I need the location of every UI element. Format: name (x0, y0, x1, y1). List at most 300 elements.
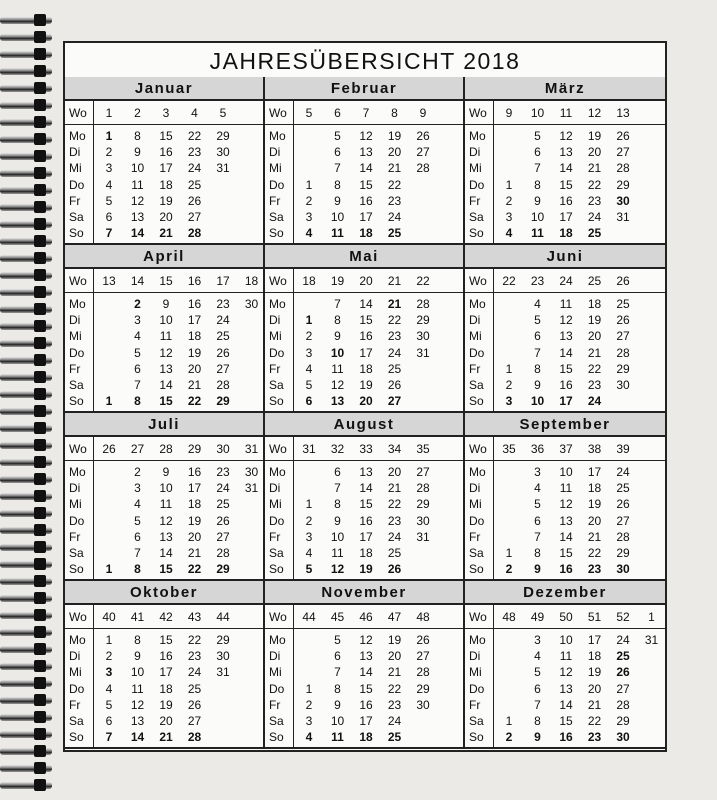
day-cell: 29 (416, 681, 430, 696)
day-cell: 25 (587, 226, 602, 241)
day-cell: 13 (130, 210, 145, 224)
spiral-ring (0, 643, 52, 655)
day-cell: 12 (159, 513, 173, 528)
day-cell: 7 (334, 297, 341, 311)
weekday-label: Sa (69, 546, 84, 560)
day-cell: 2 (305, 697, 313, 712)
day-cell: 4 (305, 546, 313, 560)
weekday-label: Fr (469, 697, 481, 712)
weekday-label: Mo (269, 129, 286, 143)
weekday-label: Sa (69, 210, 84, 224)
day-cell: 23 (587, 193, 602, 208)
day-cell: 15 (359, 177, 373, 192)
week-number: 38 (587, 442, 602, 456)
week-number: 48 (502, 610, 516, 624)
weekday-label: Fr (69, 529, 81, 544)
day-cell: 31 (616, 210, 630, 224)
column-divider (293, 293, 294, 411)
day-cell: 3 (305, 714, 313, 728)
day-cell: 8 (334, 497, 341, 512)
day-cell: 11 (559, 481, 573, 496)
weekday-label: Mo (269, 465, 286, 479)
day-cell: 3 (105, 665, 113, 680)
day-cell: 16 (187, 297, 202, 311)
day-cell: 29 (616, 177, 630, 192)
day-cell: 16 (559, 730, 573, 745)
weekday-label: Di (69, 145, 81, 160)
week-number-row (65, 605, 263, 629)
week-number-row (65, 101, 263, 125)
day-cell: 9 (534, 193, 541, 208)
day-cell: 25 (387, 730, 402, 745)
day-cell: 14 (359, 297, 373, 311)
week-number: 7 (362, 106, 370, 120)
weekday-label: Mi (69, 665, 82, 680)
day-cell: 20 (387, 649, 402, 664)
day-cell: 1 (105, 633, 113, 647)
day-cell: 20 (587, 145, 602, 160)
day-cell: 5 (305, 378, 313, 392)
day-cell: 3 (534, 465, 541, 479)
spiral-ring (0, 184, 52, 196)
day-cell: 2 (105, 649, 113, 664)
day-cell: 26 (416, 129, 430, 143)
day-cell: 8 (134, 562, 141, 577)
day-cell: 23 (387, 697, 402, 712)
column-divider (93, 125, 94, 243)
weekday-label: Sa (469, 378, 484, 392)
day-cell: 14 (359, 161, 373, 176)
day-cell: 7 (334, 161, 341, 176)
day-cell: 6 (305, 394, 313, 409)
day-cell: 8 (334, 681, 341, 696)
day-cell: 2 (505, 562, 513, 577)
column-divider (93, 437, 94, 460)
day-cell: 12 (559, 313, 573, 328)
day-cell: 31 (216, 665, 230, 680)
weekday-label: Sa (269, 714, 284, 728)
month-august (265, 413, 465, 581)
day-cell: 18 (559, 226, 573, 241)
week-label: Wo (269, 274, 287, 288)
week-number: 14 (130, 274, 145, 288)
day-cell: 27 (387, 394, 402, 409)
weekday-label: Do (69, 345, 85, 360)
weekday-label: Mi (469, 497, 482, 512)
day-cell: 24 (616, 465, 630, 479)
week-number: 22 (416, 274, 430, 288)
day-cell: 22 (187, 633, 202, 647)
week-number: 9 (505, 106, 513, 120)
day-cell: 3 (134, 481, 141, 496)
week-number: 28 (159, 442, 173, 456)
week-number: 3 (162, 106, 170, 120)
week-number: 26 (616, 274, 630, 288)
day-cell: 23 (216, 465, 230, 479)
day-cell: 6 (334, 145, 341, 160)
day-cell: 20 (187, 529, 202, 544)
week-number: 34 (387, 442, 402, 456)
weekday-label: Di (469, 145, 481, 160)
day-cell: 7 (134, 546, 141, 560)
week-label: Wo (469, 442, 487, 456)
day-cell: 3 (105, 161, 113, 176)
month-januar (65, 77, 265, 245)
day-cell: 25 (187, 681, 202, 696)
day-cell: 5 (534, 129, 541, 143)
spiral-ring (0, 626, 52, 638)
spiral-ring (0, 575, 52, 587)
day-cell: 26 (216, 345, 230, 360)
day-cell: 8 (334, 177, 341, 192)
day-cell: 26 (187, 697, 202, 712)
month-november (265, 581, 465, 749)
day-cell: 2 (305, 513, 313, 528)
day-cell: 25 (616, 297, 630, 311)
month-september (465, 413, 665, 581)
week-number: 29 (187, 442, 202, 456)
day-cell: 8 (334, 313, 341, 328)
week-number: 51 (587, 610, 602, 624)
weekday-label: So (69, 394, 84, 409)
day-cell: 30 (244, 465, 259, 479)
week-number: 8 (391, 106, 398, 120)
weekday-label: Sa (469, 210, 484, 224)
day-cell: 24 (187, 665, 202, 680)
day-cell: 16 (359, 193, 373, 208)
day-cell: 18 (359, 361, 373, 376)
day-cell: 23 (387, 513, 402, 528)
day-cell: 5 (134, 513, 141, 528)
day-cell: 18 (159, 681, 173, 696)
day-cell: 9 (134, 145, 141, 160)
day-cell: 7 (534, 697, 541, 712)
day-cell: 22 (587, 177, 602, 192)
day-cell: 19 (387, 129, 402, 143)
week-number: 36 (530, 442, 545, 456)
spiral-ring (0, 167, 52, 179)
day-cell: 13 (559, 513, 573, 528)
spiral-ring (0, 507, 52, 519)
day-cell: 16 (359, 329, 373, 344)
week-number: 13 (102, 274, 116, 288)
spiral-ring (0, 31, 52, 43)
spiral-ring (0, 609, 52, 621)
day-cell: 14 (359, 665, 373, 680)
month-title: November (265, 581, 463, 605)
week-number: 44 (216, 610, 230, 624)
week-number-row (65, 437, 263, 461)
month-title: August (265, 413, 463, 437)
day-cell: 4 (534, 481, 541, 496)
column-divider (293, 101, 294, 124)
spiral-ring (0, 405, 52, 417)
day-cell: 17 (187, 481, 202, 496)
day-cell: 1 (505, 177, 513, 192)
day-cell: 11 (331, 361, 344, 376)
weekday-label: Do (469, 513, 485, 528)
week-number: 2 (134, 106, 141, 120)
day-cell: 19 (587, 497, 602, 512)
day-cell: 11 (531, 226, 544, 241)
day-cell: 22 (587, 714, 602, 728)
weekday-label: Do (469, 681, 485, 696)
day-cell: 6 (105, 210, 113, 224)
week-number: 5 (219, 106, 227, 120)
day-cell: 9 (162, 465, 170, 479)
week-number: 1 (648, 610, 655, 624)
day-cell: 1 (305, 313, 313, 328)
day-cell: 26 (387, 378, 402, 392)
week-number: 31 (244, 442, 259, 456)
day-cell: 24 (387, 345, 402, 360)
spiral-ring (0, 303, 52, 315)
day-cell: 21 (187, 378, 202, 392)
day-cell: 27 (616, 329, 630, 344)
day-cell: 23 (216, 297, 230, 311)
day-cell: 6 (134, 361, 141, 376)
day-cell: 3 (134, 313, 141, 328)
week-label: Wo (69, 274, 87, 288)
day-cell: 24 (587, 210, 602, 224)
day-cell: 18 (359, 730, 373, 745)
day-cell: 25 (216, 329, 230, 344)
day-cell: 28 (616, 697, 630, 712)
day-cell: 1 (505, 714, 513, 728)
weekday-label: Mo (269, 633, 286, 647)
day-cell: 8 (134, 129, 141, 143)
day-cell: 21 (587, 161, 602, 176)
column-divider (293, 269, 294, 292)
month-title: Mai (265, 245, 463, 269)
day-cell: 6 (534, 145, 541, 160)
week-number: 32 (330, 442, 345, 456)
day-cell: 21 (159, 226, 173, 241)
spiral-ring (0, 677, 52, 689)
week-number: 40 (102, 610, 116, 624)
day-cell: 6 (334, 649, 341, 664)
day-cell: 29 (216, 633, 230, 647)
week-number-row (465, 437, 665, 461)
day-cell: 15 (159, 633, 173, 647)
day-cell: 28 (616, 345, 630, 360)
day-cell: 28 (216, 546, 230, 560)
week-number: 1 (105, 106, 113, 120)
weekday-label: Fr (469, 361, 481, 376)
day-cell: 24 (587, 394, 602, 409)
spiral-ring (0, 711, 52, 723)
day-cell: 1 (105, 394, 113, 409)
day-cell: 20 (587, 329, 602, 344)
month-title: Juni (465, 245, 665, 269)
month-title: Oktober (65, 581, 263, 605)
day-cell: 24 (616, 633, 630, 647)
day-cell: 11 (331, 730, 344, 745)
day-cell: 14 (130, 226, 145, 241)
week-number: 17 (216, 274, 230, 288)
weekday-label: Mo (69, 465, 86, 479)
week-number: 21 (387, 274, 402, 288)
calendar-page (63, 41, 667, 752)
week-label: Wo (69, 106, 87, 120)
day-cell: 1 (505, 361, 513, 376)
day-cell: 13 (359, 145, 373, 160)
weekday-label: Di (269, 145, 281, 160)
month-mai (265, 245, 465, 413)
week-number: 33 (359, 442, 373, 456)
week-number: 23 (530, 274, 545, 288)
week-number: 26 (102, 442, 116, 456)
day-cell: 13 (559, 145, 573, 160)
day-cell: 19 (159, 697, 173, 712)
day-cell: 31 (216, 161, 230, 176)
week-number: 20 (359, 274, 373, 288)
weekday-label: Mi (269, 161, 282, 176)
day-cell: 17 (359, 529, 373, 544)
page-title: JAHRESÜBERSICHT 2018 (65, 43, 665, 79)
column-divider (493, 629, 494, 747)
day-cell: 6 (134, 529, 141, 544)
day-cell: 16 (159, 145, 173, 160)
column-divider (493, 437, 494, 460)
day-cell: 12 (130, 697, 145, 712)
day-cell: 23 (387, 329, 402, 344)
day-cell: 20 (587, 681, 602, 696)
day-cell: 1 (105, 562, 113, 577)
day-cell: 23 (587, 562, 602, 577)
weekday-label: Fr (269, 697, 281, 712)
day-cell: 2 (505, 378, 513, 392)
spiral-ring (0, 133, 52, 145)
day-cell: 26 (387, 562, 402, 577)
day-cell: 10 (330, 345, 345, 360)
day-cell: 27 (616, 513, 630, 528)
day-cell: 10 (159, 313, 173, 328)
day-cell: 21 (387, 665, 402, 680)
day-cell: 10 (330, 210, 345, 224)
day-cell: 22 (587, 546, 602, 560)
weekday-label: So (69, 730, 84, 745)
day-cell: 10 (130, 665, 145, 680)
day-cell: 8 (534, 714, 541, 728)
day-cell: 6 (105, 714, 113, 728)
day-cell: 8 (134, 394, 141, 409)
day-cell: 28 (216, 378, 230, 392)
day-cell: 31 (416, 345, 430, 360)
day-cell: 2 (105, 145, 113, 160)
column-divider (493, 269, 494, 292)
day-cell: 30 (216, 145, 230, 160)
day-cell: 17 (559, 394, 573, 409)
spiral-ring (0, 82, 52, 94)
month-title: Dezember (465, 581, 665, 605)
weekday-label: Sa (269, 210, 284, 224)
day-cell: 8 (534, 177, 541, 192)
weekday-label: Do (69, 513, 85, 528)
weekday-label: Sa (269, 546, 284, 560)
day-cell: 31 (244, 481, 259, 496)
day-cell: 14 (130, 730, 145, 745)
weekday-label: Mo (469, 465, 486, 479)
day-cell: 9 (162, 297, 170, 311)
day-cell: 11 (559, 297, 573, 311)
spiral-ring (0, 660, 52, 672)
weekday-label: So (469, 730, 484, 745)
column-divider (93, 461, 94, 579)
day-cell: 1 (305, 497, 313, 512)
day-cell: 14 (559, 697, 573, 712)
day-cell: 10 (559, 465, 573, 479)
weekday-label: So (469, 226, 484, 241)
month-maerz (465, 77, 665, 245)
week-number: 43 (187, 610, 202, 624)
day-cell: 22 (187, 129, 202, 143)
weekday-label: Fr (469, 193, 481, 208)
day-cell: 13 (159, 361, 173, 376)
day-cell: 4 (534, 649, 541, 664)
day-cell: 28 (416, 297, 430, 311)
spiral-ring (0, 745, 52, 757)
day-cell: 9 (534, 378, 541, 392)
day-cell: 28 (416, 665, 430, 680)
spiral-ring (0, 490, 52, 502)
day-cell: 15 (359, 497, 373, 512)
day-cell: 20 (187, 361, 202, 376)
day-cell: 21 (587, 529, 602, 544)
week-number: 9 (419, 106, 427, 120)
day-cell: 15 (559, 714, 573, 728)
weekday-label: Do (469, 177, 485, 192)
weekday-label: Fr (269, 361, 281, 376)
weekday-label: Mi (269, 665, 282, 680)
weekday-label: Mo (69, 129, 86, 143)
day-cell: 5 (305, 562, 313, 577)
day-cell: 15 (159, 129, 173, 143)
column-divider (93, 101, 94, 124)
day-cell: 28 (416, 161, 430, 176)
day-cell: 7 (534, 345, 541, 360)
weekday-label: Di (269, 649, 281, 664)
day-cell: 5 (534, 665, 541, 680)
day-cell: 21 (387, 297, 402, 311)
day-cell: 5 (105, 697, 113, 712)
day-cell: 21 (387, 481, 402, 496)
day-cell: 15 (559, 177, 573, 192)
day-cell: 25 (387, 361, 402, 376)
weekday-label: Mo (469, 297, 486, 311)
day-cell: 17 (359, 345, 373, 360)
day-cell: 7 (334, 481, 341, 496)
month-april (65, 245, 265, 413)
column-divider (93, 293, 94, 411)
weekday-label: Fr (69, 697, 81, 712)
day-cell: 29 (616, 546, 630, 560)
day-cell: 24 (216, 313, 230, 328)
spiral-ring (0, 252, 52, 264)
month-februar (265, 77, 465, 245)
day-cell: 2 (505, 193, 513, 208)
day-cell: 3 (305, 529, 313, 544)
week-number: 48 (416, 610, 430, 624)
day-cell: 30 (416, 513, 430, 528)
day-cell: 12 (359, 633, 373, 647)
day-cell: 30 (244, 297, 259, 311)
spiral-ring (0, 779, 52, 791)
day-cell: 11 (131, 177, 144, 192)
day-cell: 13 (359, 465, 373, 479)
day-cell: 13 (330, 394, 345, 409)
day-cell: 29 (216, 129, 230, 143)
